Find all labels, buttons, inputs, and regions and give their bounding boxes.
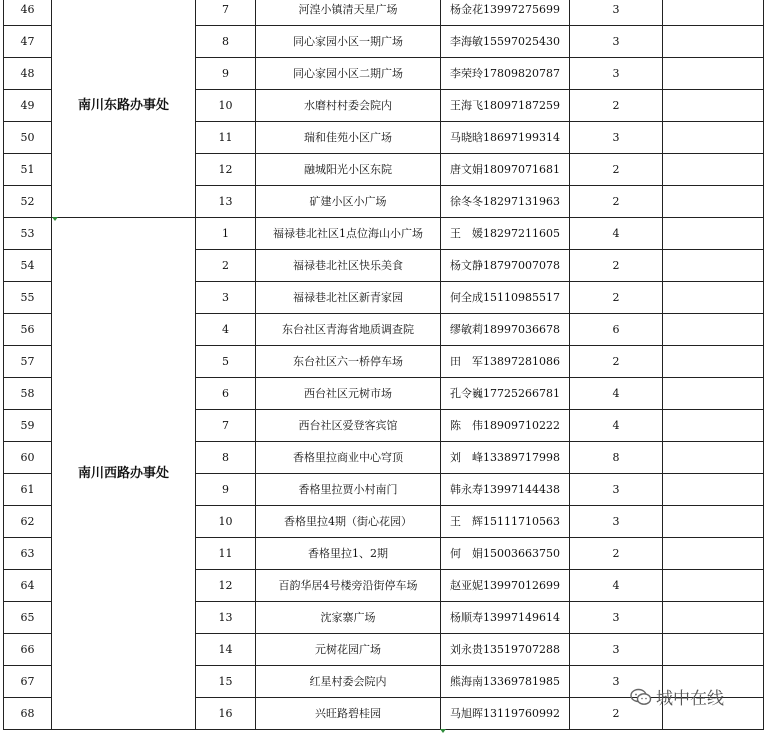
count-cell: 4 bbox=[570, 218, 663, 250]
count-cell: 3 bbox=[570, 506, 663, 538]
location-cell: 福禄巷北社区1点位海山小广场 bbox=[256, 218, 441, 250]
row-number-cell: 68 bbox=[4, 698, 52, 730]
seq-cell: 11 bbox=[196, 122, 256, 154]
location-cell: 同心家园小区一期广场 bbox=[256, 26, 441, 58]
location-cell: 元树花园广场 bbox=[256, 634, 441, 666]
count-cell: 2 bbox=[570, 538, 663, 570]
count-cell: 3 bbox=[570, 666, 663, 698]
remark-cell bbox=[663, 0, 764, 26]
row-number-cell: 58 bbox=[4, 378, 52, 410]
location-cell: 福禄巷北社区新青家园 bbox=[256, 282, 441, 314]
location-cell: 沈家寨广场 bbox=[256, 602, 441, 634]
location-cell: 矿建小区小广场 bbox=[256, 186, 441, 218]
count-cell: 3 bbox=[570, 122, 663, 154]
row-number-cell: 67 bbox=[4, 666, 52, 698]
row-number-cell: 59 bbox=[4, 410, 52, 442]
row-number-cell: 63 bbox=[4, 538, 52, 570]
row-number-cell: 52 bbox=[4, 186, 52, 218]
row-number-cell: 62 bbox=[4, 506, 52, 538]
location-cell: 香格里拉1、2期 bbox=[256, 538, 441, 570]
seq-cell: 3 bbox=[196, 282, 256, 314]
count-cell: 4 bbox=[570, 570, 663, 602]
count-cell: 3 bbox=[570, 634, 663, 666]
row-number-cell: 65 bbox=[4, 602, 52, 634]
location-cell: 百韵华居4号楼旁沿街停车场 bbox=[256, 570, 441, 602]
count-cell: 6 bbox=[570, 314, 663, 346]
remark-cell bbox=[663, 346, 764, 378]
contact-cell: 何全成15110985517 bbox=[441, 282, 570, 314]
wechat-icon bbox=[630, 688, 652, 706]
seq-cell: 16 bbox=[196, 698, 256, 730]
contact-cell: 李海敏15597025430 bbox=[441, 26, 570, 58]
count-cell: 2 bbox=[570, 154, 663, 186]
remark-cell bbox=[663, 538, 764, 570]
remark-cell bbox=[663, 154, 764, 186]
contact-cell: 缪敏莉18997036678 bbox=[441, 314, 570, 346]
location-cell: 东台社区六一桥停车场 bbox=[256, 346, 441, 378]
remark-cell bbox=[663, 506, 764, 538]
remark-cell bbox=[663, 282, 764, 314]
count-cell: 3 bbox=[570, 26, 663, 58]
cell-corner-mark bbox=[440, 729, 446, 733]
contact-cell: 韩永寿13997144438 bbox=[441, 474, 570, 506]
seq-cell: 7 bbox=[196, 410, 256, 442]
contact-cell: 杨文静18797007078 bbox=[441, 250, 570, 282]
contact-cell: 田 军13897281086 bbox=[441, 346, 570, 378]
seq-cell: 15 bbox=[196, 666, 256, 698]
contact-cell: 马晓晗18697199314 bbox=[441, 122, 570, 154]
contact-cell: 陈 伟18909710222 bbox=[441, 410, 570, 442]
remark-cell bbox=[663, 90, 764, 122]
row-number-cell: 61 bbox=[4, 474, 52, 506]
count-cell: 2 bbox=[570, 346, 663, 378]
row-number-cell: 49 bbox=[4, 90, 52, 122]
seq-cell: 6 bbox=[196, 378, 256, 410]
row-number-cell: 56 bbox=[4, 314, 52, 346]
contact-cell: 熊海南13369781985 bbox=[441, 666, 570, 698]
seq-cell: 10 bbox=[196, 506, 256, 538]
contact-cell: 何 娟15003663750 bbox=[441, 538, 570, 570]
table-row bbox=[4, 0, 764, 26]
location-cell: 香格里拉商业中心穹顶 bbox=[256, 442, 441, 474]
location-cell: 香格里拉4期（街心花园） bbox=[256, 506, 441, 538]
count-cell: 2 bbox=[570, 90, 663, 122]
remark-cell bbox=[663, 378, 764, 410]
seq-cell: 13 bbox=[196, 186, 256, 218]
location-cell: 东台社区青海省地质调查院 bbox=[256, 314, 441, 346]
location-cell: 西台社区爱登客宾馆 bbox=[256, 410, 441, 442]
seq-cell: 11 bbox=[196, 538, 256, 570]
contact-cell: 唐文娟18097071681 bbox=[441, 154, 570, 186]
row-number-cell: 64 bbox=[4, 570, 52, 602]
office-cell: 南川西路办事处 bbox=[52, 218, 196, 730]
contact-cell: 徐冬冬18297131963 bbox=[441, 186, 570, 218]
location-cell: 水磨村村委会院内 bbox=[256, 90, 441, 122]
row-number-cell: 47 bbox=[4, 26, 52, 58]
seq-cell: 5 bbox=[196, 346, 256, 378]
row-number-cell: 57 bbox=[4, 346, 52, 378]
count-cell: 2 bbox=[570, 282, 663, 314]
contact-cell: 王海飞18097187259 bbox=[441, 90, 570, 122]
site-table bbox=[3, 0, 764, 730]
seq-cell: 7 bbox=[196, 0, 256, 26]
seq-cell: 9 bbox=[196, 474, 256, 506]
seq-cell: 8 bbox=[196, 26, 256, 58]
contact-cell: 刘 峰13389717998 bbox=[441, 442, 570, 474]
remark-cell bbox=[663, 58, 764, 90]
location-cell: 西台社区元树市场 bbox=[256, 378, 441, 410]
seq-cell: 8 bbox=[196, 442, 256, 474]
count-cell: 3 bbox=[570, 0, 663, 26]
count-cell: 3 bbox=[570, 58, 663, 90]
contact-cell: 李荣玲17809820787 bbox=[441, 58, 570, 90]
seq-cell: 14 bbox=[196, 634, 256, 666]
remark-cell bbox=[663, 474, 764, 506]
seq-cell: 2 bbox=[196, 250, 256, 282]
location-cell: 同心家园小区二期广场 bbox=[256, 58, 441, 90]
contact-cell: 孔令巍17725266781 bbox=[441, 378, 570, 410]
row-number-cell: 54 bbox=[4, 250, 52, 282]
location-cell: 红星村委会院内 bbox=[256, 666, 441, 698]
watermark bbox=[630, 684, 724, 709]
count-cell: 2 bbox=[570, 250, 663, 282]
cell-corner-mark bbox=[52, 217, 58, 221]
seq-cell: 4 bbox=[196, 314, 256, 346]
count-cell: 8 bbox=[570, 442, 663, 474]
contact-cell: 赵亚妮13997012699 bbox=[441, 570, 570, 602]
seq-cell: 1 bbox=[196, 218, 256, 250]
remark-cell bbox=[663, 218, 764, 250]
count-cell: 2 bbox=[570, 186, 663, 218]
count-cell: 4 bbox=[570, 410, 663, 442]
location-cell: 融城阳光小区东院 bbox=[256, 154, 441, 186]
seq-cell: 9 bbox=[196, 58, 256, 90]
seq-cell: 10 bbox=[196, 90, 256, 122]
contact-cell: 马旭晖13119760992 bbox=[441, 698, 570, 730]
contact-cell: 杨顺寿13997149614 bbox=[441, 602, 570, 634]
count-cell: 4 bbox=[570, 378, 663, 410]
seq-cell: 12 bbox=[196, 570, 256, 602]
count-cell: 3 bbox=[570, 602, 663, 634]
remark-cell bbox=[663, 570, 764, 602]
seq-cell: 12 bbox=[196, 154, 256, 186]
row-number-cell: 55 bbox=[4, 282, 52, 314]
remark-cell bbox=[663, 442, 764, 474]
location-cell: 福禄巷北社区快乐美食 bbox=[256, 250, 441, 282]
remark-cell bbox=[663, 602, 764, 634]
contact-cell: 王 辉15111710563 bbox=[441, 506, 570, 538]
location-cell: 兴旺路碧桂园 bbox=[256, 698, 441, 730]
count-cell: 3 bbox=[570, 474, 663, 506]
row-number-cell: 66 bbox=[4, 634, 52, 666]
location-cell: 河湟小镇清天星广场 bbox=[256, 0, 441, 26]
remark-cell bbox=[663, 410, 764, 442]
location-cell: 瑞和佳苑小区广场 bbox=[256, 122, 441, 154]
remark-cell bbox=[663, 634, 764, 666]
contact-cell: 刘永贵13519707288 bbox=[441, 634, 570, 666]
contact-cell: 王 媛18297211605 bbox=[441, 218, 570, 250]
row-number-cell: 53 bbox=[4, 218, 52, 250]
remark-cell bbox=[663, 314, 764, 346]
office-cell: 南川东路办事处 bbox=[52, 0, 196, 218]
table-row bbox=[4, 218, 764, 250]
count-cell: 2 bbox=[570, 698, 663, 730]
contact-cell: 杨金花13997275699 bbox=[441, 0, 570, 26]
row-number-cell: 50 bbox=[4, 122, 52, 154]
remark-cell bbox=[663, 186, 764, 218]
remark-cell bbox=[663, 26, 764, 58]
row-number-cell: 60 bbox=[4, 442, 52, 474]
location-cell: 香格里拉贾小村南门 bbox=[256, 474, 441, 506]
row-number-cell: 48 bbox=[4, 58, 52, 90]
row-number-cell: 46 bbox=[4, 0, 52, 26]
remark-cell bbox=[663, 122, 764, 154]
seq-cell: 13 bbox=[196, 602, 256, 634]
row-number-cell: 51 bbox=[4, 154, 52, 186]
watermark-text: 城中在线 bbox=[656, 689, 724, 709]
remark-cell bbox=[663, 250, 764, 282]
